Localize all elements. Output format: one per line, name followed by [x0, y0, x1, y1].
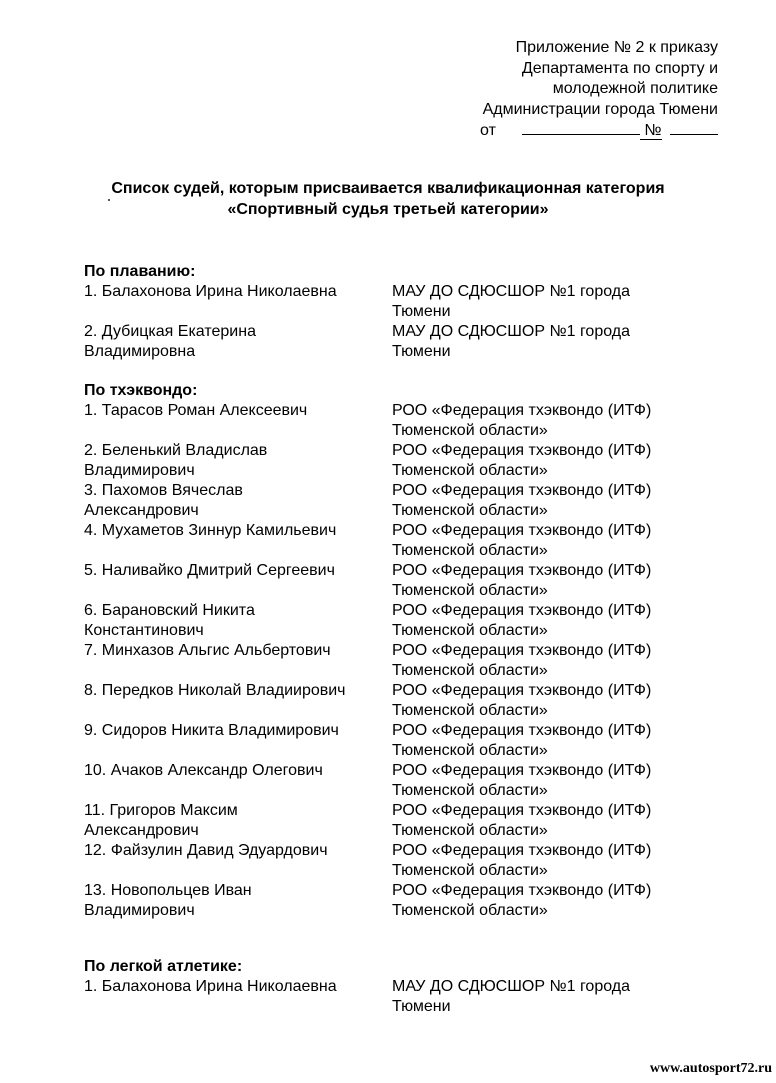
judge-name: [84, 641, 392, 681]
number-blank: [670, 120, 718, 135]
section-heading: По плаванию:: [84, 263, 196, 280]
org-line-1: РОО «Федерация тхэквондо (ИТФ): [392, 602, 652, 619]
org-line-2: Тюменской области»: [392, 502, 548, 519]
name-line-2: [84, 701, 392, 721]
org-line-1: МАУ ДО СДЮСШОР №1 города: [392, 978, 631, 995]
org-line-2: Тюменской области»: [392, 782, 548, 799]
org-line-1: РОО «Федерация тхэквондо (ИТФ): [392, 682, 652, 699]
judge-name: [84, 881, 392, 921]
section-athletics: [84, 957, 704, 1017]
name-line-2: Владимировна: [84, 343, 196, 360]
judge-organization: [392, 681, 692, 721]
org-line-1: РОО «Федерация тхэквондо (ИТФ): [392, 522, 652, 539]
name-line-1: 12. Файзулин Давид Эдуардович: [84, 842, 328, 859]
org-line-1: МАУ ДО СДЮСШОР №1 города: [392, 323, 631, 340]
judge-organization: [392, 641, 692, 681]
name-line-2: [84, 661, 392, 681]
header-date-line: [480, 120, 718, 142]
judge-name: [84, 721, 392, 761]
org-line-2: Тюменской области»: [392, 542, 548, 559]
org-line-2: Тюменской области»: [392, 742, 548, 759]
judge-organization: [392, 322, 692, 362]
title-line-1: Список судей, которым присваивается квалификационная категория: [111, 180, 665, 197]
judge-name: [84, 681, 392, 721]
judge-name: [84, 322, 392, 362]
list-item: [84, 481, 704, 521]
judge-organization: [392, 841, 692, 881]
org-line-1: РОО «Федерация тхэквондо (ИТФ): [392, 722, 652, 739]
judge-organization: [392, 761, 692, 801]
number-label: №: [640, 122, 661, 140]
name-line-2: [84, 541, 392, 561]
name-line-1: 2. Беленький Владислав: [84, 442, 268, 459]
list-item: [84, 881, 704, 921]
list-item: [84, 681, 704, 721]
org-line-2: Тюменской области»: [392, 862, 548, 879]
org-line-2: Тюменской области»: [392, 462, 548, 479]
list-item: [84, 441, 704, 481]
taekwondo-list: [84, 401, 704, 921]
judge-organization: [392, 282, 692, 322]
list-item: [84, 977, 704, 1017]
name-line-1: 5. Наливайко Дмитрий Сергеевич: [84, 562, 335, 579]
name-line-2: [84, 581, 392, 601]
judge-organization: [392, 401, 692, 441]
judge-name: [84, 601, 392, 641]
org-line-1: РОО «Федерация тхэквондо (ИТФ): [392, 442, 652, 459]
judge-name: [84, 561, 392, 601]
list-item: [84, 721, 704, 761]
document-title: [0, 178, 776, 220]
judge-organization: [392, 721, 692, 761]
list-item: [84, 521, 704, 561]
name-line-1: 2. Дубицкая Екатерина: [84, 323, 256, 340]
org-line-1: РОО «Федерация тхэквондо (ИТФ): [392, 802, 652, 819]
name-line-2: [84, 781, 392, 801]
org-line-2: Тюменской области»: [392, 582, 548, 599]
judge-name: [84, 521, 392, 561]
name-line-2: [84, 421, 392, 441]
judge-name: [84, 841, 392, 881]
judge-name: [84, 801, 392, 841]
org-line-1: РОО «Федерация тхэквондо (ИТФ): [392, 482, 652, 499]
list-item: [84, 401, 704, 441]
org-line-1: РОО «Федерация тхэквондо (ИТФ): [392, 882, 652, 899]
org-line-1: РОО «Федерация тхэквондо (ИТФ): [392, 562, 652, 579]
name-line-2: Владимирович: [84, 462, 195, 479]
org-line-2: Тюмени: [392, 303, 451, 320]
org-line-1: МАУ ДО СДЮСШОР №1 города: [392, 283, 631, 300]
org-line-2: Тюменской области»: [392, 702, 548, 719]
name-line-2: [84, 861, 392, 881]
judge-organization: [392, 561, 692, 601]
judge-organization: [392, 521, 692, 561]
name-line-1: 11. Григоров Максим: [84, 802, 238, 819]
judge-name: [84, 441, 392, 481]
name-line-1: 10. Ачаков Александр Олегович: [84, 762, 323, 779]
judge-organization: [392, 801, 692, 841]
name-line-1: 6. Барановский Никита: [84, 602, 255, 619]
judge-name: [84, 761, 392, 801]
header-line-2: Департамента по спорту и: [521, 59, 718, 77]
org-line-2: Тюмени: [392, 343, 451, 360]
site-watermark: www.autosport72.ru: [649, 1061, 772, 1076]
header-line-3: молодежной политике: [552, 80, 718, 97]
name-line-1: 13. Новопольцев Иван: [84, 882, 252, 899]
name-line-2: Константинович: [84, 622, 204, 639]
org-line-1: РОО «Федерация тхэквондо (ИТФ): [392, 642, 652, 659]
name-line-2: Александрович: [84, 822, 199, 839]
list-item: [84, 641, 704, 681]
judge-name: [84, 401, 392, 441]
list-item: [84, 761, 704, 801]
org-line-2: Тюмени: [392, 998, 451, 1015]
list-item: [84, 561, 704, 601]
name-line-2: Александрович: [84, 502, 199, 519]
org-line-2: Тюменской области»: [392, 422, 548, 439]
section-taekwondo: [84, 381, 704, 921]
name-line-1: 1. Тарасов Роман Алексеевич: [84, 402, 308, 419]
judge-name: [84, 481, 392, 521]
org-line-1: РОО «Федерация тхэквондо (ИТФ): [392, 842, 652, 859]
section-heading: По тхэквондо:: [84, 382, 198, 399]
judge-organization: [392, 441, 692, 481]
name-line-1: 9. Сидоров Никита Владимирович: [84, 722, 339, 739]
appendix-header: [480, 38, 718, 142]
name-line-2: [84, 741, 392, 761]
section-swimming: [84, 262, 704, 362]
org-line-1: РОО «Федерация тхэквондо (ИТФ): [392, 402, 652, 419]
list-item: [84, 601, 704, 641]
name-line-1: 8. Передков Николай Владиирович: [84, 682, 346, 699]
name-line-1: 3. Пахомов Вячеслав: [84, 482, 243, 499]
name-line-1: 4. Мухаметов Зиннур Камильевич: [84, 522, 337, 539]
title-line-2: «Спортивный судья третьей категории»: [227, 201, 549, 218]
org-line-1: РОО «Федерация тхэквондо (ИТФ): [392, 762, 652, 779]
org-line-2: Тюменской области»: [392, 822, 548, 839]
from-label: от: [480, 122, 496, 139]
section-heading: По легкой атлетике:: [84, 958, 243, 975]
org-line-2: Тюменской области»: [392, 902, 548, 919]
header-line-1: Приложение № 2 к приказу: [515, 39, 718, 56]
judge-name: 1. Балахонова Ирина Николаевна: [84, 283, 337, 300]
name-line-2: Владимирович: [84, 902, 195, 919]
header-line-4: Администрации города Тюмени: [482, 100, 718, 118]
judge-name: 1. Балахонова Ирина Николаевна: [84, 978, 337, 995]
list-item: [84, 282, 704, 322]
list-item: [84, 841, 704, 881]
list-item: [84, 801, 704, 841]
judge-organization: [392, 881, 692, 921]
judge-organization: [392, 977, 692, 1017]
list-item: [84, 322, 704, 362]
judge-organization: [392, 481, 692, 521]
org-line-2: Тюменской области»: [392, 662, 548, 679]
name-line-1: 7. Минхазов Альгис Альбертович: [84, 642, 331, 659]
judge-organization: [392, 601, 692, 641]
org-line-2: Тюменской области»: [392, 622, 548, 639]
date-blank: [522, 120, 640, 135]
